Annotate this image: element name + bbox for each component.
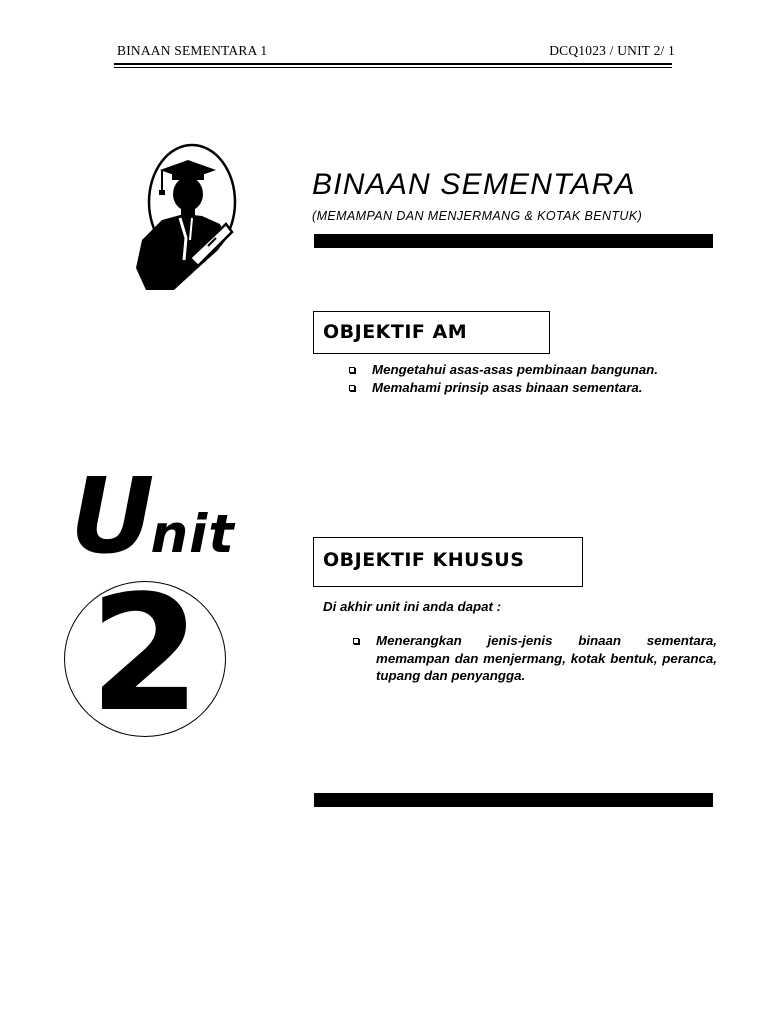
- square-bullet-icon: [349, 367, 355, 373]
- unit-label-rest: nit: [150, 504, 235, 565]
- title-bar: [314, 234, 713, 248]
- unit-number: 2: [89, 560, 201, 747]
- objektif-am-list: [347, 361, 658, 396]
- objektif-am-heading: OBJEKTIF AM: [313, 311, 550, 354]
- objektif-khusus-heading: OBJEKTIF KHUSUS: [313, 537, 583, 587]
- unit-label: [70, 455, 235, 577]
- square-bullet-icon: [353, 638, 359, 644]
- graduate-silhouette-icon: [128, 140, 240, 292]
- header-left-text: BINAAN SEMENTARA 1: [117, 43, 268, 58]
- unit-label-initial: U: [70, 455, 151, 577]
- document-subtitle: (MEMAMPAN DAN MENJERMANG & KOTAK BENTUK): [312, 209, 643, 223]
- header-right-text: DCQ1023 / UNIT 2/ 1: [549, 43, 675, 58]
- square-bullet-icon: [349, 385, 355, 391]
- header-rule-thin: [114, 67, 672, 68]
- header-rule: [114, 63, 672, 65]
- list-item: Menerangkan jenis-jenis binaan sementara, memampan dan menjermang, kotak bentuk, peranca, tupang dan penyangga.: [351, 632, 717, 685]
- bottom-bar: [314, 793, 713, 807]
- document-title: BINAAN SEMENTARA: [312, 168, 636, 201]
- objektif-khusus-list: [351, 632, 717, 685]
- objektif-khusus-intro: Di akhir unit ini anda dapat :: [323, 599, 502, 614]
- list-item: Mengetahui asas-asas pembinaan bangunan.: [347, 361, 658, 379]
- list-item: Memahami prinsip asas binaan sementara.: [347, 379, 658, 397]
